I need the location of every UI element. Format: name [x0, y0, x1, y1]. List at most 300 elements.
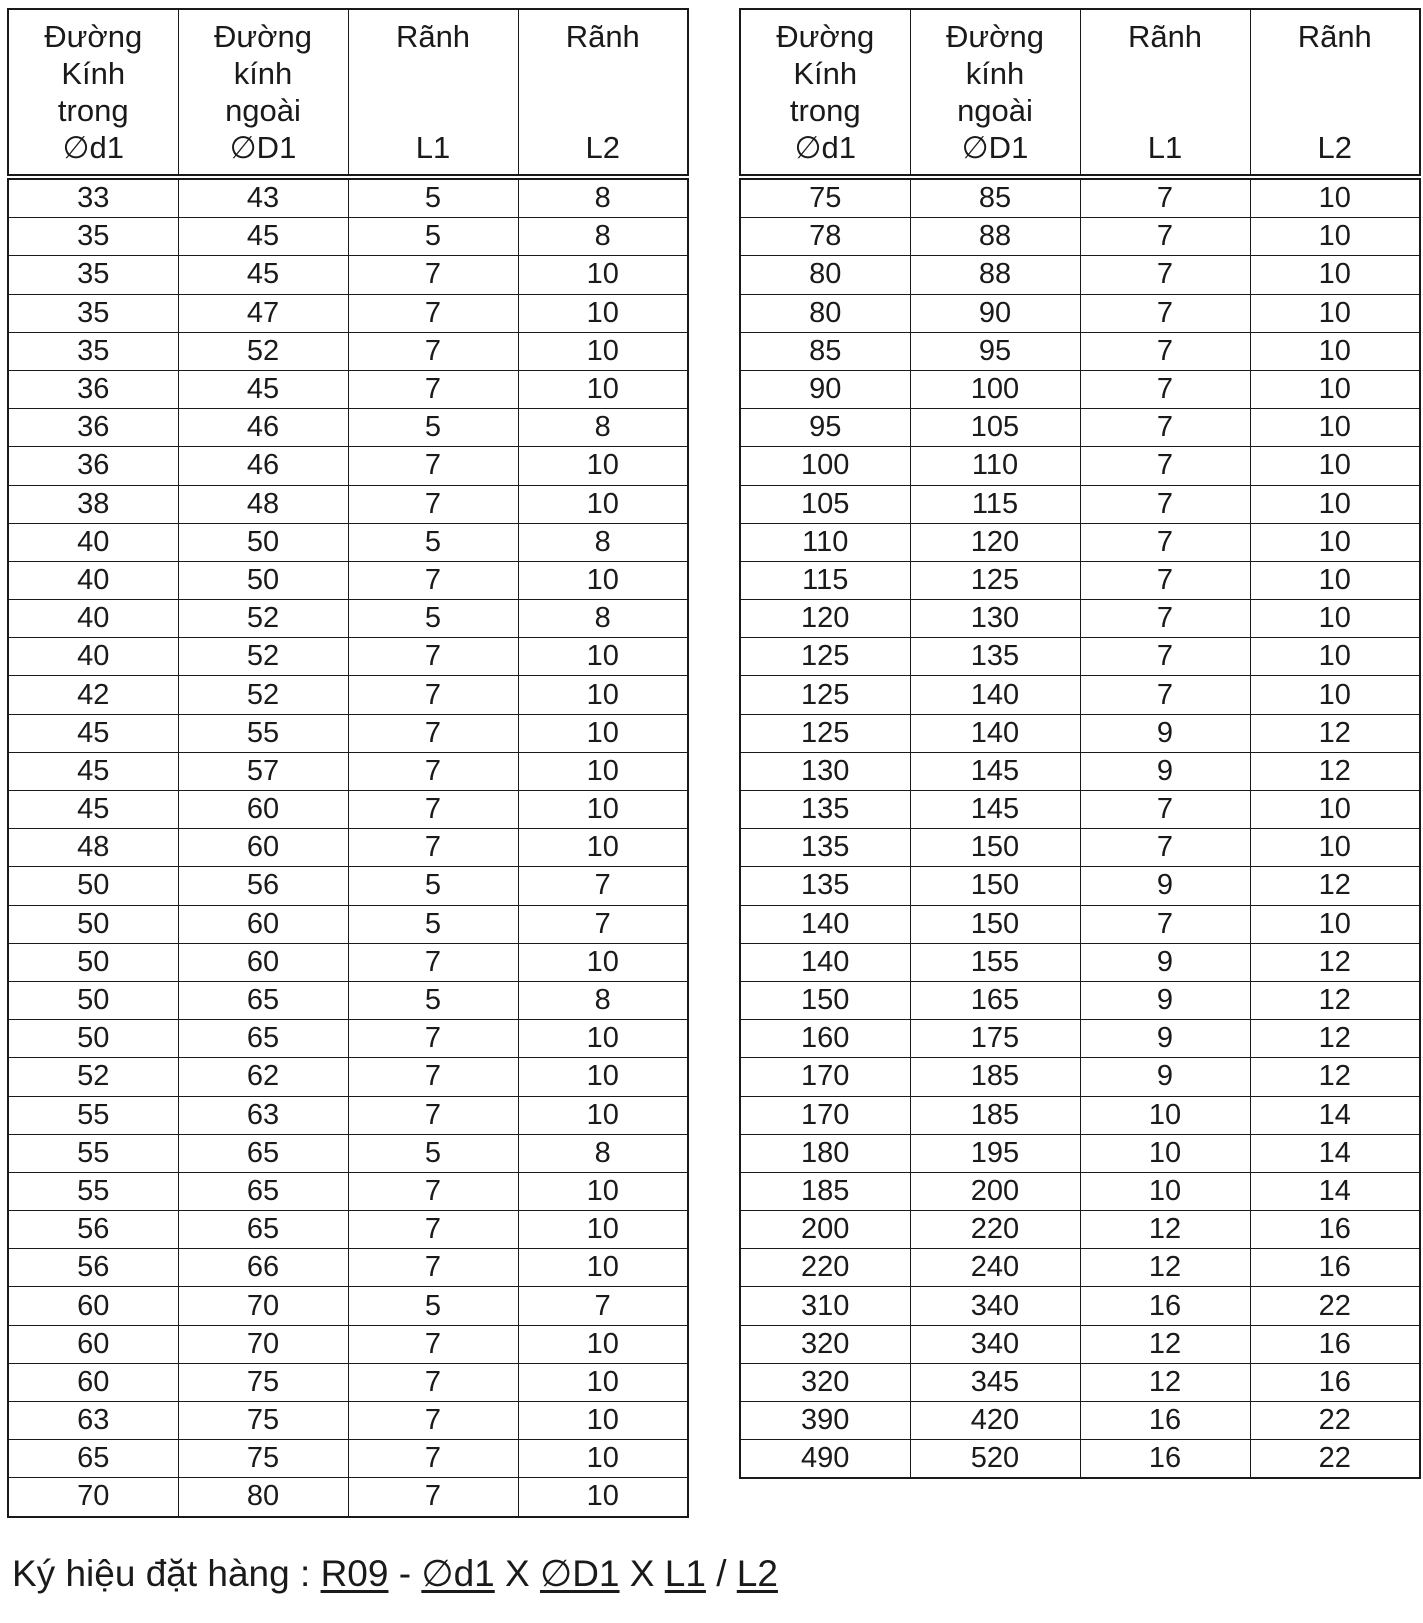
table-cell: 10 [518, 332, 688, 370]
order-code-series: R09 [320, 1553, 389, 1594]
header-outer-diameter: Đường kính ngoài ∅D1 [178, 9, 348, 177]
table-row [740, 905, 1420, 943]
table-cell: 10 [518, 485, 688, 523]
table-cell: 5 [348, 523, 518, 561]
table-cell: 10 [518, 1478, 688, 1517]
table-row [8, 409, 688, 447]
table-cell: 90 [910, 294, 1080, 332]
table-cell: 5 [348, 1287, 518, 1325]
table-cell: 140 [910, 714, 1080, 752]
table-cell: 185 [740, 1172, 910, 1210]
table-cell: 7 [1080, 485, 1250, 523]
table-row [740, 523, 1420, 561]
table-row [740, 638, 1420, 676]
table-cell: 7 [348, 1020, 518, 1058]
table-cell: 7 [1080, 561, 1250, 599]
table-row [8, 177, 688, 218]
table-cell: 10 [1250, 177, 1420, 218]
table-row [740, 1440, 1420, 1479]
table-cell: 47 [178, 294, 348, 332]
table-row [8, 332, 688, 370]
table-row [740, 332, 1420, 370]
table-cell: 7 [348, 1478, 518, 1517]
table-cell: 65 [178, 1020, 348, 1058]
table-cell: 7 [1080, 600, 1250, 638]
table-row [8, 829, 688, 867]
table-row [740, 447, 1420, 485]
table-cell: 9 [1080, 1058, 1250, 1096]
table-cell: 45 [178, 370, 348, 408]
table-cell: 10 [1250, 370, 1420, 408]
table-cell: 170 [740, 1096, 910, 1134]
table-cell: 10 [1250, 294, 1420, 332]
table-cell: 78 [740, 218, 910, 256]
table-cell: 88 [910, 256, 1080, 294]
table-cell: 10 [1250, 791, 1420, 829]
table-cell: 10 [518, 943, 688, 981]
table-cell: 12 [1250, 943, 1420, 981]
table-cell: 7 [348, 676, 518, 714]
table-cell: 7 [1080, 676, 1250, 714]
order-code-L1: L1 [664, 1553, 706, 1594]
table-cell: 9 [1080, 867, 1250, 905]
table-cell: 45 [178, 256, 348, 294]
table-cell: 12 [1250, 981, 1420, 1019]
table-cell: 12 [1080, 1211, 1250, 1249]
table-cell: 185 [910, 1096, 1080, 1134]
table-cell: 70 [178, 1287, 348, 1325]
table-cell: 10 [1250, 218, 1420, 256]
table-cell: 320 [740, 1325, 910, 1363]
table-row [740, 370, 1420, 408]
table-row [740, 409, 1420, 447]
table-cell: 12 [1080, 1363, 1250, 1401]
table-cell: 14 [1250, 1096, 1420, 1134]
table-cell: 10 [1250, 905, 1420, 943]
table-cell: 5 [348, 218, 518, 256]
table-cell: 7 [348, 332, 518, 370]
table-cell: 110 [910, 447, 1080, 485]
table-row [8, 714, 688, 752]
table-cell: 60 [8, 1363, 178, 1401]
table-cell: 7 [348, 561, 518, 599]
table-cell: 7 [348, 370, 518, 408]
table-cell: 48 [178, 485, 348, 523]
table-row [740, 1287, 1420, 1325]
table-row [8, 1249, 688, 1287]
table-cell: 140 [910, 676, 1080, 714]
table-cell: 60 [178, 905, 348, 943]
table-cell: 38 [8, 485, 178, 523]
table-cell: 8 [518, 981, 688, 1019]
table-cell: 65 [178, 981, 348, 1019]
table-cell: 9 [1080, 981, 1250, 1019]
table-row [8, 943, 688, 981]
table-row [740, 1363, 1420, 1401]
table-cell: 90 [740, 370, 910, 408]
table-row [740, 1058, 1420, 1096]
table-cell: 10 [1080, 1172, 1250, 1210]
table-cell: 7 [348, 1096, 518, 1134]
table-cell: 9 [1080, 752, 1250, 790]
table-row [8, 485, 688, 523]
table-cell: 200 [910, 1172, 1080, 1210]
table-cell: 16 [1080, 1402, 1250, 1440]
table-cell: 10 [1250, 600, 1420, 638]
table-cell: 240 [910, 1249, 1080, 1287]
table-row [8, 218, 688, 256]
table-cell: 10 [518, 1402, 688, 1440]
table-cell: 10 [518, 1211, 688, 1249]
table-row [740, 867, 1420, 905]
table-row [8, 791, 688, 829]
table-cell: 7 [348, 256, 518, 294]
table-cell: 50 [8, 905, 178, 943]
table-cell: 60 [178, 829, 348, 867]
table-cell: 7 [348, 1211, 518, 1249]
table-cell: 56 [8, 1211, 178, 1249]
table-cell: 490 [740, 1440, 910, 1479]
table-cell: 12 [1250, 1020, 1420, 1058]
table-cell: 5 [348, 1134, 518, 1172]
table-cell: 7 [348, 714, 518, 752]
table-cell: 125 [740, 676, 910, 714]
table-cell: 10 [1250, 523, 1420, 561]
table-cell: 5 [348, 981, 518, 1019]
table-row [8, 1440, 688, 1478]
table-cell: 50 [178, 523, 348, 561]
table-cell: 9 [1080, 1020, 1250, 1058]
table-cell: 195 [910, 1134, 1080, 1172]
table-cell: 7 [348, 1249, 518, 1287]
table-row [8, 523, 688, 561]
table-cell: 145 [910, 752, 1080, 790]
table-cell: 50 [8, 981, 178, 1019]
table-cell: 36 [8, 370, 178, 408]
table-cell: 75 [178, 1363, 348, 1401]
table-cell: 65 [178, 1134, 348, 1172]
table-cell: 88 [910, 218, 1080, 256]
table-row [8, 256, 688, 294]
table-cell: 7 [348, 1172, 518, 1210]
table-cell: 48 [8, 829, 178, 867]
table-cell: 80 [740, 256, 910, 294]
table-cell: 10 [1250, 447, 1420, 485]
table-cell: 43 [178, 177, 348, 218]
table-cell: 10 [518, 561, 688, 599]
table-row [740, 600, 1420, 638]
table-cell: 45 [8, 752, 178, 790]
table-cell: 14 [1250, 1172, 1420, 1210]
table-cell: 7 [348, 638, 518, 676]
table-cell: 7 [1080, 523, 1250, 561]
table-cell: 45 [178, 218, 348, 256]
table-row [740, 1134, 1420, 1172]
table-cell: 10 [1080, 1096, 1250, 1134]
table-cell: 10 [518, 1363, 688, 1401]
table-cell: 8 [518, 218, 688, 256]
table-cell: 75 [740, 177, 910, 218]
order-code-d1: ∅d1 [421, 1553, 495, 1594]
table-cell: 115 [740, 561, 910, 599]
table-cell: 95 [910, 332, 1080, 370]
table-cell: 125 [910, 561, 1080, 599]
table-cell: 12 [1080, 1249, 1250, 1287]
table-cell: 520 [910, 1440, 1080, 1479]
table-cell: 135 [740, 829, 910, 867]
table-cell: 10 [518, 829, 688, 867]
table-row [8, 676, 688, 714]
table-cell: 7 [348, 752, 518, 790]
table-cell: 52 [178, 676, 348, 714]
table-cell: 7 [348, 791, 518, 829]
table-cell: 5 [348, 409, 518, 447]
table-cell: 7 [518, 1287, 688, 1325]
table-cell: 105 [740, 485, 910, 523]
table-cell: 95 [740, 409, 910, 447]
table-cell: 135 [740, 791, 910, 829]
table-cell: 40 [8, 600, 178, 638]
table-cell: 10 [518, 256, 688, 294]
table-row [8, 1402, 688, 1440]
table-cell: 40 [8, 523, 178, 561]
table-row [740, 791, 1420, 829]
table-cell: 7 [348, 829, 518, 867]
table-cell: 22 [1250, 1440, 1420, 1479]
table-cell: 105 [910, 409, 1080, 447]
table-cell: 10 [518, 1096, 688, 1134]
table-cell: 8 [518, 523, 688, 561]
table-row [740, 561, 1420, 599]
order-code-line: Ký hiệu đặt hàng : R09 - ∅d1 X ∅D1 X L1 / L2 [12, 1553, 778, 1594]
table-cell: 8 [518, 177, 688, 218]
table-cell: 10 [1250, 409, 1420, 447]
table-cell: 115 [910, 485, 1080, 523]
table-cell: 5 [348, 905, 518, 943]
table-cell: 7 [348, 1325, 518, 1363]
table-cell: 52 [178, 638, 348, 676]
table-row [8, 981, 688, 1019]
table-row [8, 1478, 688, 1517]
header-groove-l2: Rãnh L2 [518, 9, 688, 177]
table-cell: 70 [8, 1478, 178, 1517]
table-cell: 16 [1250, 1325, 1420, 1363]
table-cell: 8 [518, 1134, 688, 1172]
table-cell: 9 [1080, 943, 1250, 981]
table-row [740, 714, 1420, 752]
spec-table-right [739, 8, 1421, 1479]
table-cell: 5 [348, 600, 518, 638]
table-cell: 55 [8, 1096, 178, 1134]
table-row [740, 1402, 1420, 1440]
table-cell: 150 [910, 905, 1080, 943]
table-cell: 10 [518, 1058, 688, 1096]
table-cell: 7 [348, 1440, 518, 1478]
table-cell: 155 [910, 943, 1080, 981]
table-cell: 52 [178, 600, 348, 638]
table-cell: 40 [8, 638, 178, 676]
table-cell: 170 [740, 1058, 910, 1096]
table-cell: 10 [518, 638, 688, 676]
table-cell: 33 [8, 177, 178, 218]
table-cell: 7 [348, 1402, 518, 1440]
table-cell: 5 [348, 177, 518, 218]
table-cell: 56 [8, 1249, 178, 1287]
table-cell: 320 [740, 1363, 910, 1401]
table-cell: 7 [1080, 177, 1250, 218]
table-cell: 7 [1080, 447, 1250, 485]
table-cell: 55 [178, 714, 348, 752]
table-cell: 56 [178, 867, 348, 905]
table-cell: 10 [518, 676, 688, 714]
table-row [740, 1249, 1420, 1287]
table-row [8, 638, 688, 676]
table-cell: 52 [178, 332, 348, 370]
table-cell: 340 [910, 1325, 1080, 1363]
table-row [740, 1211, 1420, 1249]
table-cell: 10 [1250, 485, 1420, 523]
table-row [740, 676, 1420, 714]
table-cell: 150 [740, 981, 910, 1019]
table-cell: 7 [1080, 409, 1250, 447]
header-row [740, 9, 1420, 177]
order-code-label: Ký hiệu đặt hàng : [12, 1553, 321, 1594]
table-cell: 420 [910, 1402, 1080, 1440]
table-cell: 10 [518, 752, 688, 790]
header-inner-diameter: Đường Kính trong ∅d1 [740, 9, 910, 177]
table-cell: 63 [178, 1096, 348, 1134]
table-row [740, 943, 1420, 981]
table-cell: 10 [518, 1020, 688, 1058]
table-cell: 125 [740, 714, 910, 752]
table-row [8, 561, 688, 599]
table-cell: 80 [740, 294, 910, 332]
table-cell: 7 [1080, 638, 1250, 676]
table-cell: 22 [1250, 1402, 1420, 1440]
table-cell: 80 [178, 1478, 348, 1517]
table-cell: 16 [1250, 1211, 1420, 1249]
table-cell: 63 [8, 1402, 178, 1440]
header-inner-diameter: Đường Kính trong ∅d1 [8, 9, 178, 177]
table-cell: 130 [910, 600, 1080, 638]
table-cell: 10 [518, 1440, 688, 1478]
table-row [8, 1020, 688, 1058]
spec-table-left [7, 8, 689, 1518]
table-cell: 110 [740, 523, 910, 561]
table-cell: 50 [178, 561, 348, 599]
table-cell: 165 [910, 981, 1080, 1019]
table-cell: 345 [910, 1363, 1080, 1401]
table-row [8, 1363, 688, 1401]
table-cell: 50 [8, 943, 178, 981]
table-cell: 7 [518, 905, 688, 943]
spec-table-left-body [8, 177, 688, 1517]
table-cell: 7 [1080, 218, 1250, 256]
table-cell: 10 [518, 1249, 688, 1287]
table-cell: 150 [910, 867, 1080, 905]
table-row [740, 294, 1420, 332]
table-cell: 9 [1080, 714, 1250, 752]
table-cell: 45 [8, 791, 178, 829]
table-cell: 135 [910, 638, 1080, 676]
header-outer-diameter: Đường kính ngoài ∅D1 [910, 9, 1080, 177]
table-row [740, 177, 1420, 218]
table-cell: 35 [8, 294, 178, 332]
table-cell: 120 [740, 600, 910, 638]
table-row [740, 829, 1420, 867]
table-cell: 85 [740, 332, 910, 370]
table-cell: 50 [8, 1020, 178, 1058]
table-cell: 130 [740, 752, 910, 790]
table-cell: 36 [8, 447, 178, 485]
table-cell: 85 [910, 177, 1080, 218]
table-row [8, 1096, 688, 1134]
table-cell: 12 [1250, 867, 1420, 905]
table-row [8, 1211, 688, 1249]
table-cell: 7 [1080, 370, 1250, 408]
table-row [8, 867, 688, 905]
table-row [8, 1058, 688, 1096]
table-cell: 140 [740, 905, 910, 943]
order-code-D1: ∅D1 [539, 1553, 620, 1594]
table-cell: 35 [8, 218, 178, 256]
table-row [740, 485, 1420, 523]
table-cell: 175 [910, 1020, 1080, 1058]
table-cell: 65 [8, 1440, 178, 1478]
table-row [8, 752, 688, 790]
table-cell: 100 [740, 447, 910, 485]
table-cell: 7 [348, 294, 518, 332]
table-cell: 10 [518, 791, 688, 829]
table-cell: 22 [1250, 1287, 1420, 1325]
table-row [740, 981, 1420, 1019]
table-cell: 75 [178, 1402, 348, 1440]
table-cell: 66 [178, 1249, 348, 1287]
table-cell: 200 [740, 1211, 910, 1249]
table-cell: 125 [740, 638, 910, 676]
table-cell: 7 [348, 1058, 518, 1096]
table-cell: 220 [740, 1249, 910, 1287]
table-cell: 75 [178, 1440, 348, 1478]
table-cell: 16 [1080, 1287, 1250, 1325]
table-row [740, 752, 1420, 790]
table-cell: 7 [1080, 905, 1250, 943]
table-cell: 10 [518, 1325, 688, 1363]
table-cell: 7 [1080, 829, 1250, 867]
spec-table-right-body [740, 177, 1420, 1478]
table-cell: 40 [8, 561, 178, 599]
table-cell: 7 [518, 867, 688, 905]
table-cell: 160 [740, 1020, 910, 1058]
table-row [8, 905, 688, 943]
table-cell: 10 [518, 294, 688, 332]
table-cell: 46 [178, 409, 348, 447]
table-cell: 7 [348, 447, 518, 485]
table-cell: 70 [178, 1325, 348, 1363]
table-cell: 10 [1250, 638, 1420, 676]
table-cell: 42 [8, 676, 178, 714]
table-cell: 135 [740, 867, 910, 905]
table-cell: 12 [1080, 1325, 1250, 1363]
table-cell: 57 [178, 752, 348, 790]
table-cell: 340 [910, 1287, 1080, 1325]
table-cell: 62 [178, 1058, 348, 1096]
table-row [740, 1325, 1420, 1363]
table-cell: 100 [910, 370, 1080, 408]
table-row [740, 1096, 1420, 1134]
table-row [740, 256, 1420, 294]
table-cell: 310 [740, 1287, 910, 1325]
